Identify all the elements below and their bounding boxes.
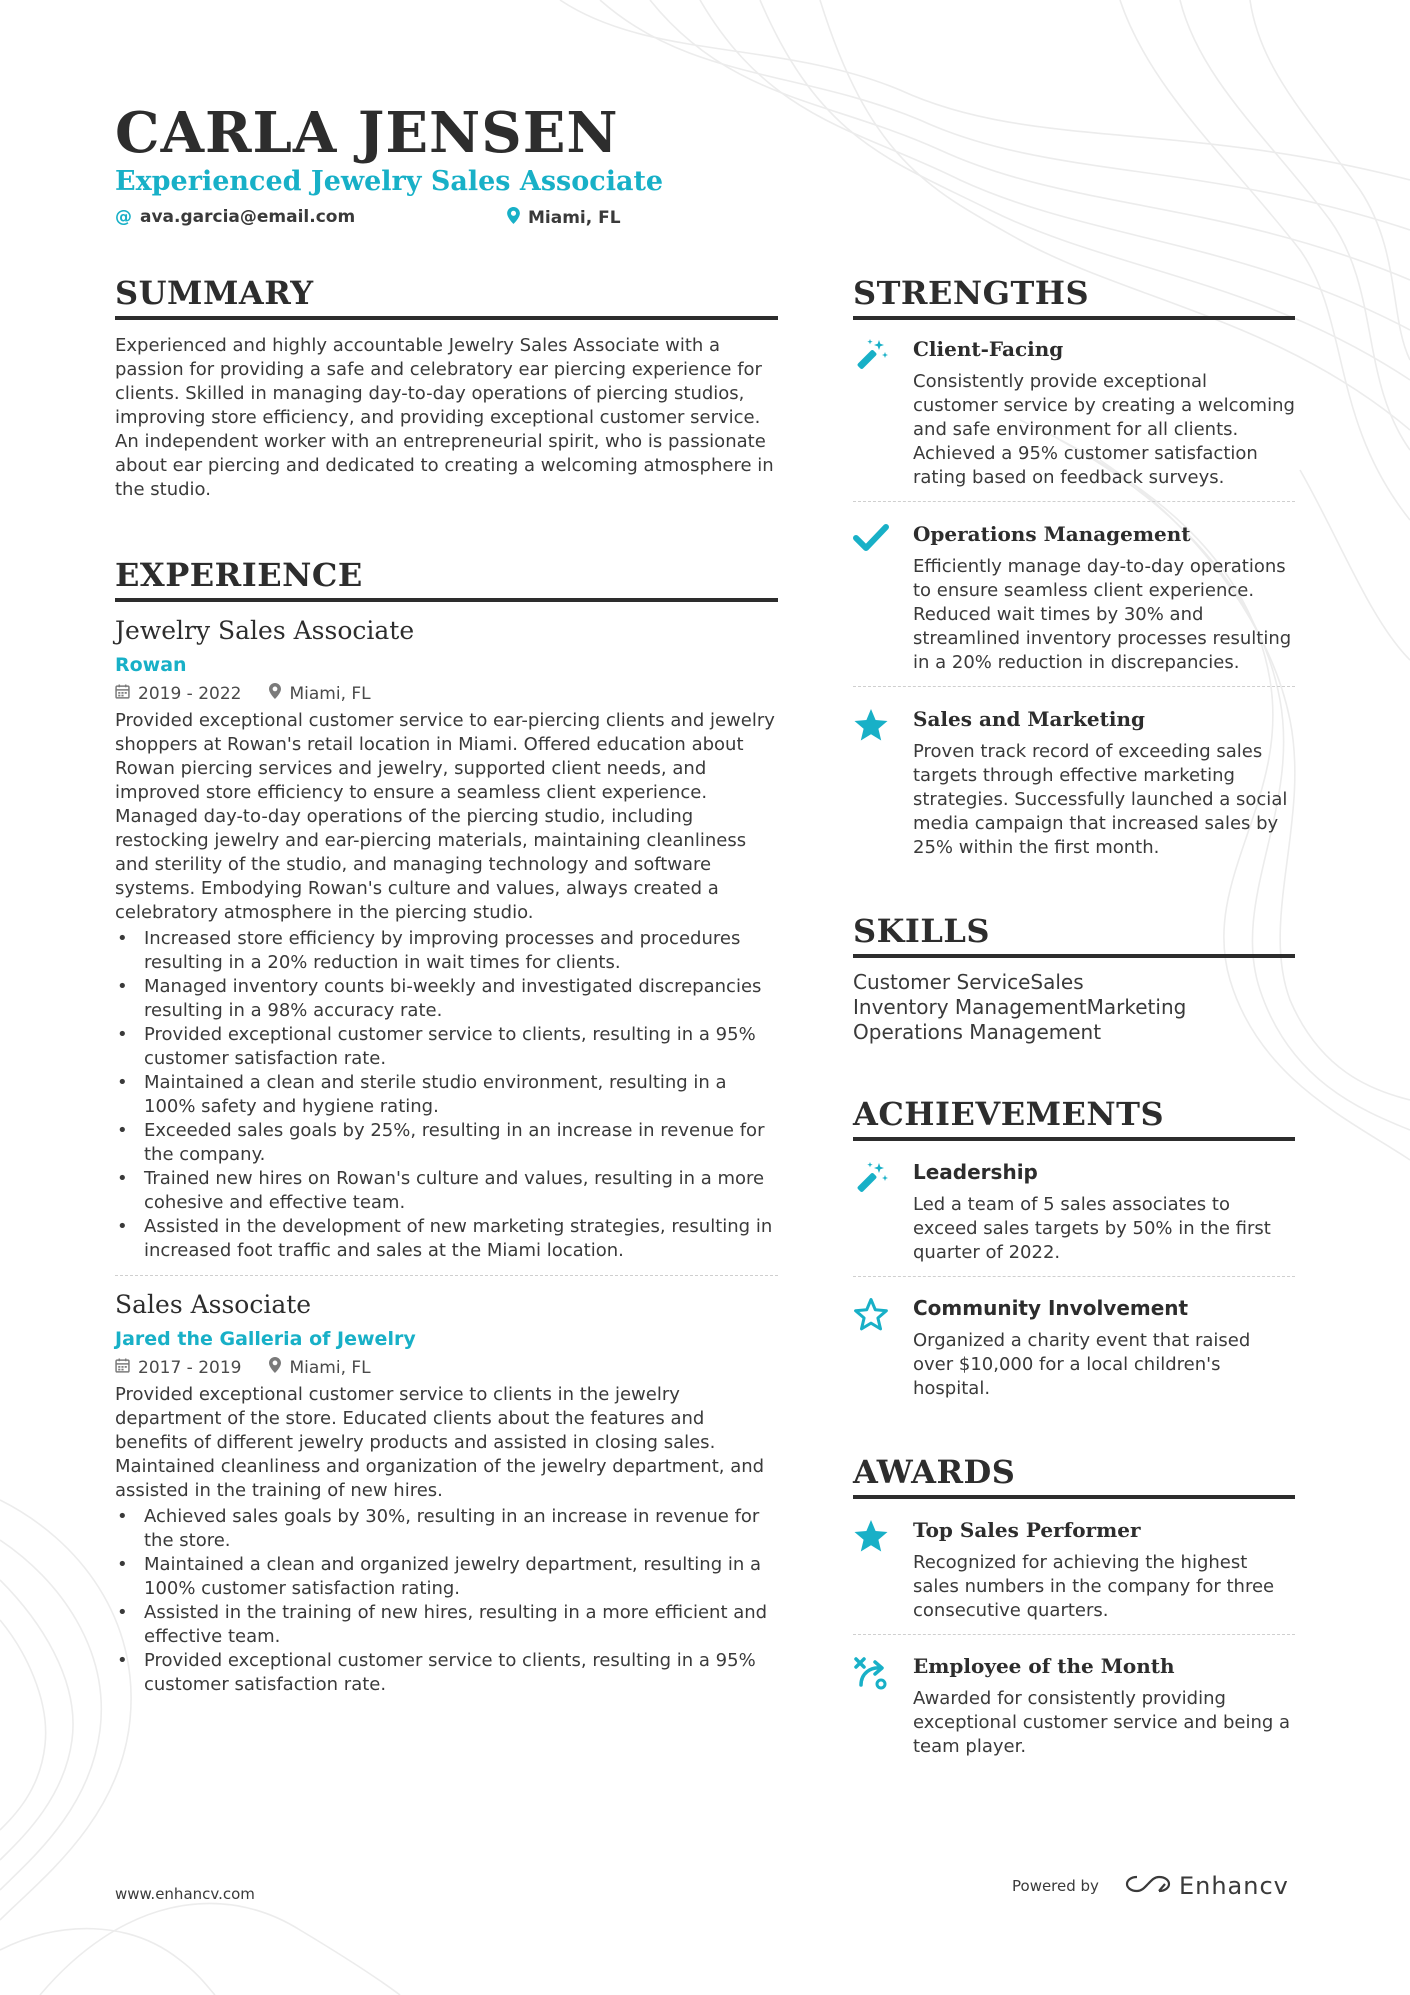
skills-heading: SKILLS [853, 910, 1295, 958]
right-column [853, 272, 1295, 1759]
job-meta [115, 1355, 778, 1381]
strength-item [853, 706, 1295, 860]
skills-list [853, 970, 1295, 1045]
achievement-item [853, 1159, 1295, 1265]
award-item [853, 1517, 1295, 1623]
footer-branding[interactable] [1012, 1872, 1289, 1900]
checkmark-icon [853, 521, 913, 675]
experience-heading: EXPERIENCE [115, 554, 778, 602]
bullet-item: • Managed inventory counts bi-weekly and investigated discrepancies resulting in a 98% accuracy rate. [115, 975, 778, 1023]
location-pin-icon [507, 207, 520, 229]
skill-line: Inventory ManagementMarketing [853, 995, 1187, 1019]
candidate-name: CARLA JENSEN [115, 100, 619, 166]
brand-name: Enhancv [1178, 1872, 1289, 1900]
award-title: Top Sales Performer [913, 1518, 1141, 1542]
bullet-item: • Achieved sales goals by 30%, resulting in an increase in revenue for the store. [115, 1505, 778, 1553]
bullet-item: • Maintained a clean and organized jewelry department, resulting in a 100% customer satisfaction rating. [115, 1553, 778, 1601]
summary-text: Experienced and highly accountable Jewelry Sales Associate with a passion for providing a safe and celebratory ear piercing experience for clients. Skilled in managing day-to-day operations of piercing studios, improving store efficiency, and providing exceptional customer service. An independent worker with an entrepreneurial spirit, who is passionate about ear piercing and dedicated to creating a welcoming atmosphere in the studio. [115, 335, 774, 500]
strength-title: Client-Facing [913, 337, 1064, 361]
job-company: Jared the Galleria of Jewelry [115, 1328, 416, 1350]
bullet-item: • Assisted in the development of new marketing strategies, resulting in increased foot traffic and sales at the Miami location. [115, 1215, 778, 1263]
strengths-heading: STRENGTHS [853, 272, 1295, 320]
job-meta [115, 681, 778, 707]
bullet-item: • Provided exceptional customer service to clients, resulting in a 95% customer satisfaction rate. [115, 1649, 778, 1697]
bullet-item: • Trained new hires on Rowan's culture and values, resulting in a more cohesive and effective team. [115, 1167, 778, 1215]
achievements-heading: ACHIEVEMENTS [853, 1093, 1295, 1141]
divider [853, 1634, 1295, 1635]
bullet-item: • Provided exceptional customer service to clients, resulting in a 95% customer satisfaction rate. [115, 1023, 778, 1071]
award-text: Awarded for consistently providing exceptional customer service and being a team player. [913, 1688, 1291, 1757]
job-dates: 2017 - 2019 [138, 1358, 242, 1378]
job-dates: 2019 - 2022 [138, 684, 242, 704]
strength-text: Consistently provide exceptional customer service by creating a welcoming and safe environment for all clients. Achieved a 95% customer satisfaction rating based on feedback surveys. [913, 371, 1295, 488]
award-text: Recognized for achieving the highest sales numbers in the company for three consecutive quarters. [913, 1552, 1275, 1621]
strength-text: Efficiently manage day-to-day operations to ensure seamless client experience. Reduced wait times by 30% and streamlined inventory processes resulting in a 20% reduction in discrepancies. [913, 556, 1292, 673]
awards-heading: AWARDS [853, 1451, 1295, 1499]
strategy-icon [853, 1653, 913, 1759]
contact-email[interactable] [115, 207, 355, 227]
strength-title: Operations Management [913, 522, 1191, 546]
achievement-item [853, 1295, 1295, 1401]
job-description: Provided exceptional customer service to clients in the jewelry department of the store. Educated clients about the features and benefits of different jewelry products and assisted in closing sales. Maintained cleanliness and organization of the jewelry department, and assisted in the training of new hires. [115, 1384, 765, 1501]
enhancv-logo-icon [1125, 1872, 1171, 1900]
calendar-icon [115, 1355, 130, 1381]
skill-line: Customer ServiceSales [853, 970, 1084, 994]
summary-heading: SUMMARY [115, 272, 778, 320]
bullet-item: • Exceeded sales goals by 25%, resulting in an increase in revenue for the company. [115, 1119, 778, 1167]
job-bullets [115, 1505, 778, 1697]
strength-item [853, 521, 1295, 675]
job-location: Miami, FL [289, 1358, 371, 1378]
star-icon [853, 1517, 913, 1623]
achievement-text: Organized a charity event that raised over $10,000 for a local children's hospital. [913, 1330, 1251, 1399]
location-text: Miami, FL [528, 208, 621, 228]
footer-website[interactable]: www.enhancv.com [115, 1885, 255, 1903]
job-location: Miami, FL [289, 684, 371, 704]
bullet-item: • Assisted in the training of new hires, resulting in a more efficient and effective team. [115, 1601, 778, 1649]
magic-wand-icon [853, 336, 913, 490]
strength-item [853, 336, 1295, 490]
achievement-title: Community Involvement [913, 1296, 1189, 1320]
contact-location [507, 207, 621, 229]
star-icon [853, 706, 913, 860]
location-pin-icon [269, 681, 281, 707]
skill-line: Operations Management [853, 1020, 1102, 1044]
divider [853, 1276, 1295, 1277]
divider [853, 686, 1295, 687]
email-text: ava.garcia@email.com [140, 207, 356, 227]
job-entry [115, 614, 778, 1263]
powered-by-label: Powered by [1012, 1877, 1099, 1895]
bullet-item: • Maintained a clean and sterile studio environment, resulting in a 100% safety and hygiene rating. [115, 1071, 778, 1119]
job-role: Jewelry Sales Associate [115, 616, 415, 645]
candidate-title: Experienced Jewelry Sales Associate [115, 166, 664, 197]
job-company: Rowan [115, 654, 187, 676]
job-role: Sales Associate [115, 1290, 312, 1319]
achievement-title: Leadership [913, 1160, 1038, 1184]
calendar-icon [115, 681, 130, 707]
award-item [853, 1653, 1295, 1759]
left-column [115, 272, 778, 1697]
achievement-text: Led a team of 5 sales associates to exceed sales targets by 50% in the first quarter of 2022. [913, 1194, 1271, 1263]
strength-text: Proven track record of exceeding sales targets through effective marketing strategies. Successfully launched a social media campaign that increased sales by 25% within the first month. [913, 741, 1288, 858]
magic-wand-icon [853, 1159, 913, 1265]
divider [115, 1275, 778, 1276]
bullet-item: • Increased store efficiency by improving processes and procedures resulting in a 20% reduction in wait times for clients. [115, 927, 778, 975]
divider [853, 501, 1295, 502]
at-sign-icon: @ [115, 207, 132, 227]
job-bullets [115, 927, 778, 1263]
award-title: Employee of the Month [913, 1654, 1175, 1678]
strength-title: Sales and Marketing [913, 707, 1145, 731]
star-outline-icon [853, 1295, 913, 1401]
job-description: Provided exceptional customer service to ear-piercing clients and jewelry shoppers at Rowan's retail location in Miami. Offered education about Rowan piercing services and jewelry, supported client needs, and improved store efficiency to ensure a seamless client experience. Managed day-to-day operations of the piercing studio, including restocking jewelry and ear-piercing materials, maintaining cleanliness and sterility of the studio, and managing technology and software systems. Embodying Rowan's culture and values, always created a celebratory atmosphere in the piercing studio. [115, 710, 775, 923]
job-entry [115, 1288, 778, 1697]
location-pin-icon [269, 1355, 281, 1381]
